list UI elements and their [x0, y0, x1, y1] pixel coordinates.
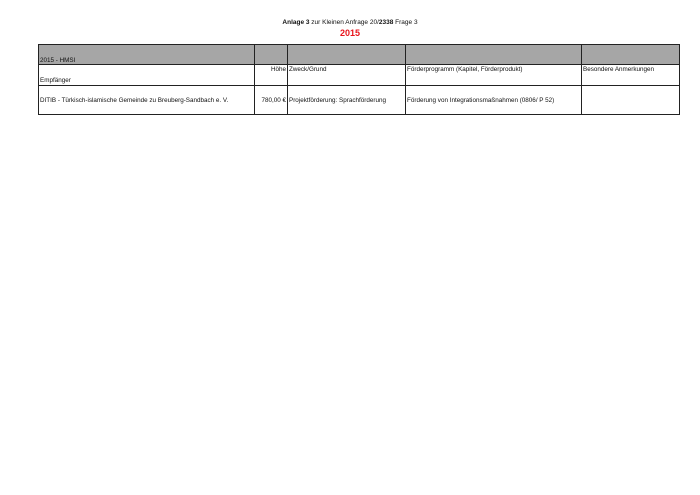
column-header-row	[39, 65, 680, 86]
cell-remarks	[582, 86, 680, 115]
header-program: Förderprogramm (Kapitel, Förderprodukt)	[406, 65, 582, 86]
cell-recipient: DITIB - Türkisch-islamische Gemeinde zu Breuberg-Sandbach e. V.	[39, 86, 255, 115]
section-title-cell	[255, 45, 288, 65]
funding-table	[38, 44, 680, 115]
annex-label: Anlage 3	[282, 19, 310, 26]
inquiry-text: zur Kleinen Anfrage 20/	[309, 19, 379, 26]
document-header	[0, 19, 700, 26]
section-title-row	[39, 45, 680, 65]
header-purpose: Zweck/Grund	[288, 65, 406, 86]
header-remarks: Besondere Anmerkungen	[582, 65, 680, 86]
section-title-cell	[582, 45, 680, 65]
cell-program: Förderung von Integrationsmaßnahmen (0806/ P 52)	[406, 86, 582, 115]
section-title-cell	[406, 45, 582, 65]
table-row	[39, 86, 680, 115]
cell-purpose: Projektförderung: Sprachförderung	[288, 86, 406, 115]
cell-amount: 780,00 €	[255, 86, 288, 115]
header-recipient: Empfänger	[39, 65, 255, 86]
header-amount: Höhe	[255, 65, 288, 86]
question-text: Frage 3	[393, 19, 418, 26]
section-title: 2015 - HMSI	[39, 45, 255, 65]
year-title: 2015	[339, 28, 361, 38]
inquiry-number: 2338	[378, 19, 394, 26]
section-title-cell	[288, 45, 406, 65]
